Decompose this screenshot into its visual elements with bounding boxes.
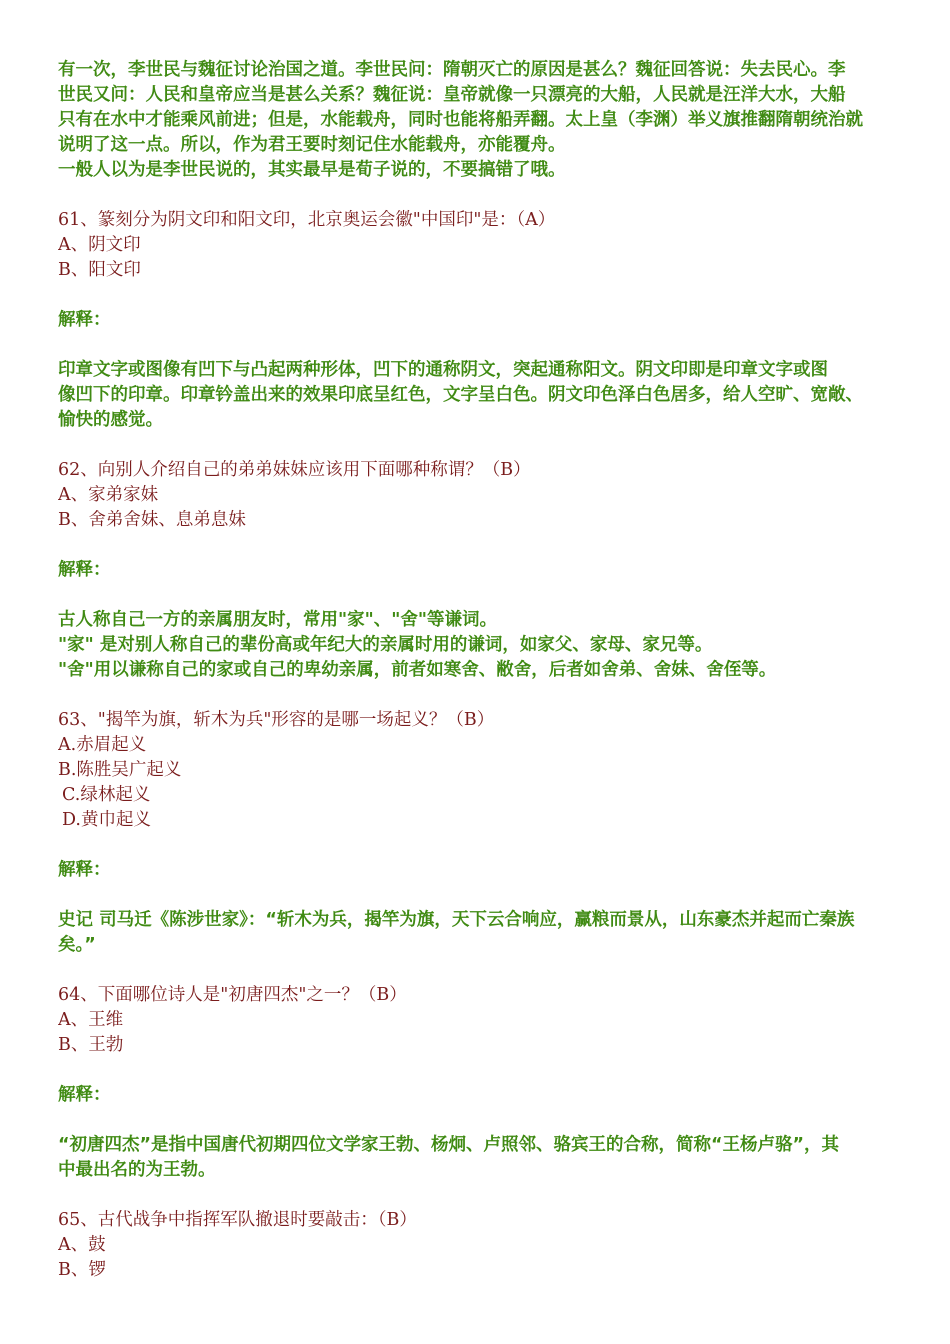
intro-line: 一般人以为是李世民说的，其实最早是荀子说的，不要搞错了哦。: [58, 160, 566, 180]
explanation-label: 解释：: [58, 560, 111, 580]
option-b: B、阳文印: [58, 260, 141, 280]
explanation-line: 像凹下的印章。印章钤盖出来的效果印底呈红色，文字呈白色。阴文印色泽白色居多，给人空旷、宽敞、: [58, 385, 863, 405]
question-text: 62、向别人介绍自己的弟弟妹妹应该用下面哪种称谓？（B）: [58, 460, 531, 480]
explanation-line: 中最出名的为王勃。: [58, 1160, 216, 1180]
intro-line: 有一次，李世民与魏征讨论治国之道。李世民问：隋朝灭亡的原因是甚么？魏征回答说：失去民心。李: [58, 60, 846, 80]
explanation-line: 矣。”: [58, 935, 96, 955]
question-text: 64、下面哪位诗人是"初唐四杰"之一？（B）: [58, 985, 407, 1005]
explanation-label: 解释：: [58, 860, 111, 880]
intro-line: 世民又问：人民和皇帝应当是甚么关系？魏征说：皇帝就像一只漂亮的大船，人民就是汪洋大水，大船: [58, 85, 846, 105]
question-text: 61、篆刻分为阴文印和阳文印，北京奥运会徽"中国印"是：（A）: [58, 210, 556, 230]
option-a: A、阴文印: [58, 235, 141, 255]
option-a: A、鼓: [58, 1235, 106, 1255]
explanation-line: 印章文字或图像有凹下与凸起两种形体，凹下的通称阴文，突起通称阳文。阴文印即是印章文字或图: [58, 360, 828, 380]
explanation-label: 解释：: [58, 1085, 111, 1105]
option-b: B、锣: [58, 1260, 106, 1280]
question-63: [58, 708, 898, 958]
question-text: 65、古代战争中指挥军队撤退时要敲击：（B）: [58, 1210, 417, 1230]
explanation-line: 史记 司马迁《陈涉世家》：“斩木为兵，揭竿为旗，天下云合响应，赢粮而景从，山东豪杰并起而亡秦族: [58, 910, 855, 930]
document-page: [58, 58, 898, 1283]
option-b: B.陈胜吴广起义: [58, 760, 182, 780]
explanation-line: "家" 是对别人称自己的辈份高或年纪大的亲属时用的谦词，如家父、家母、家兄等。: [58, 635, 713, 655]
intro-paragraph: [58, 58, 898, 183]
option-b: B、舍弟舍妹、息弟息妹: [58, 510, 246, 530]
option-a: A、王维: [58, 1010, 124, 1030]
explanation-line: “初唐四杰”是指中国唐代初期四位文学家王勃、杨炯、卢照邻、骆宾王的合称，简称“王杨卢骆”，其: [58, 1135, 840, 1155]
explanation-line: 古人称自己一方的亲属朋友时，常用"家"、"舍"等谦词。: [58, 610, 497, 630]
option-d: D.黄巾起义: [62, 810, 151, 830]
option-b: B、王勃: [58, 1035, 124, 1055]
option-c: C.绿林起义: [62, 785, 151, 805]
explanation-label: 解释：: [58, 310, 111, 330]
option-a: A、家弟家妹: [58, 485, 159, 505]
explanation-line: 愉快的感觉。: [58, 410, 163, 430]
question-text: 63、"揭竿为旗，斩木为兵"形容的是哪一场起义？（B）: [58, 710, 495, 730]
intro-line: 说明了这一点。所以，作为君王要时刻记住水能载舟，亦能覆舟。: [58, 135, 566, 155]
question-65: [58, 1208, 898, 1283]
intro-line: 只有在水中才能乘风前进；但是，水能载舟，同时也能将船弄翻。太上皇（李渊）举义旗推翻隋朝统治就: [58, 110, 863, 130]
option-a: A.赤眉起义: [58, 735, 147, 755]
question-62: [58, 458, 898, 683]
question-61: [58, 208, 898, 433]
explanation-line: "舍"用以谦称自己的家或自己的卑幼亲属，前者如寒舍、敝舍，后者如舍弟、舍妹、舍侄等。: [58, 660, 777, 680]
question-64: [58, 983, 898, 1183]
